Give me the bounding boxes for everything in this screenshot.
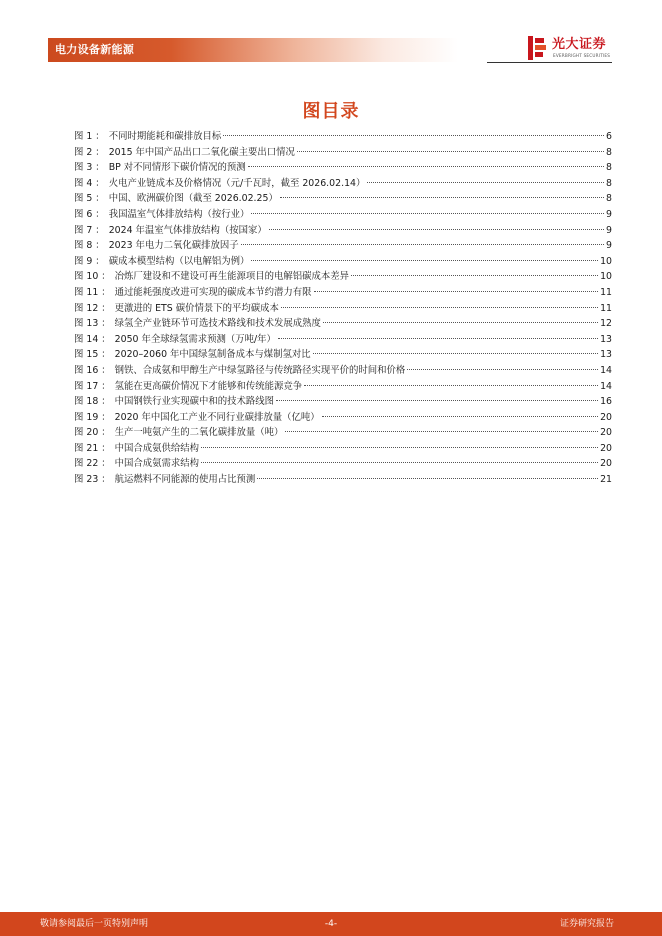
toc-entry-title: 火电产业链成本及价格情况（元/千瓦时，截至 2026.02.14） xyxy=(108,177,366,189)
toc-entry-page: 9 xyxy=(606,240,612,252)
toc-entry-page: 21 xyxy=(600,474,612,486)
toc-entry-title: 2050 年全球绿氢需求预测（万吨/年） xyxy=(114,333,276,345)
toc-leader-dots xyxy=(276,400,598,401)
toc-entry-label: 图 22 ： xyxy=(74,458,111,470)
toc-entry-text xyxy=(74,129,221,145)
toc-entry-page: 8 xyxy=(606,162,612,174)
toc-entry[interactable] xyxy=(74,441,612,457)
toc-leader-dots xyxy=(280,197,604,198)
toc-entry-text xyxy=(74,456,199,472)
toc-entry-page: 11 xyxy=(600,286,612,298)
toc-leader-dots xyxy=(304,385,598,386)
toc-entry-text xyxy=(74,191,278,207)
toc-entry-title: 我国温室气体排放结构（按行业） xyxy=(108,208,250,220)
toc-entry-label: 图 18 ： xyxy=(74,396,111,408)
toc-entry-label: 图 11 ： xyxy=(74,286,111,298)
toc-leader-dots xyxy=(251,213,604,214)
toc-entry-page: 13 xyxy=(600,349,612,361)
section-label: 电力设备新能源 xyxy=(55,43,135,56)
toc-entry-text xyxy=(74,316,321,332)
toc-entry-text xyxy=(74,145,295,161)
toc-leader-dots xyxy=(297,151,604,152)
toc-leader-dots xyxy=(223,135,604,136)
toc-entry-page: 20 xyxy=(600,427,612,439)
toc-entry-page: 10 xyxy=(600,255,612,267)
toc-entry[interactable] xyxy=(74,269,612,285)
toc-leader-dots xyxy=(313,353,598,354)
toc-leader-dots xyxy=(407,369,598,370)
toc-entry-label: 图 21 ： xyxy=(74,442,111,454)
toc-entry[interactable] xyxy=(74,410,612,426)
toc-entry[interactable] xyxy=(74,394,612,410)
toc-entry-text xyxy=(74,285,312,301)
toc-entry-title: 中国合成氨供给结构 xyxy=(114,442,200,454)
toc-entry-title: 钢铁、合成氨和甲醇生产中绿氢路径与传统路径实现平价的时间和价格 xyxy=(114,364,406,376)
footer-disclaimer: 敬请参阅最后一页特别声明 xyxy=(40,919,149,929)
toc-entry[interactable] xyxy=(74,176,612,192)
toc-entry-label: 图 14 ： xyxy=(74,333,111,345)
toc-entry-page: 10 xyxy=(600,271,612,283)
toc-entry[interactable] xyxy=(74,145,612,161)
toc-entry-label: 图 10 ： xyxy=(74,271,111,283)
toc-entry-label: 图 4 ： xyxy=(74,177,105,189)
toc-entry[interactable] xyxy=(74,285,612,301)
toc-entry-page: 6 xyxy=(606,131,612,142)
page-number: -4- xyxy=(324,919,338,929)
toc-entry-title: 不同时期能耗和碳排放目标 xyxy=(108,131,222,142)
toc-entry[interactable] xyxy=(74,316,612,332)
toc-entry-text xyxy=(74,363,405,379)
toc-leader-dots xyxy=(251,260,598,261)
toc-entry-text xyxy=(74,301,279,317)
toc-leader-dots xyxy=(314,291,599,292)
toc-entry-page: 14 xyxy=(600,380,612,392)
toc-entry-page: 13 xyxy=(600,333,612,345)
toc-entry-title: 航运燃料不同能源的使用占比预测 xyxy=(114,474,256,486)
toc-entry-page: 8 xyxy=(606,146,612,158)
toc-entry[interactable] xyxy=(74,425,612,441)
toc-entry-text xyxy=(74,441,199,457)
toc-entry-title: 生产一吨氨产生的二氧化碳排放量（吨） xyxy=(114,427,284,439)
brand-name: 光大证券 xyxy=(552,37,607,52)
toc-entry-title: 中国合成氨需求结构 xyxy=(114,458,200,470)
toc-entry-page: 8 xyxy=(606,193,612,205)
toc-entry-title: 2024 年温室气体排放结构（按国家） xyxy=(108,224,267,236)
toc-entry-page: 9 xyxy=(606,208,612,220)
toc-entry-text xyxy=(74,207,249,223)
toc-entry-label: 图 19 ： xyxy=(74,411,111,423)
toc-entry-page: 8 xyxy=(606,177,612,189)
toc-entry-text xyxy=(74,176,365,192)
toc-entry-label: 图 8 ： xyxy=(74,240,105,252)
toc-entry-title: 2015 年中国产品出口二氧化碳主要出口情况 xyxy=(108,146,295,158)
toc-entry-label: 图 13 ： xyxy=(74,318,111,330)
toc-entry[interactable] xyxy=(74,238,612,254)
footer-report-type: 证券研究报告 xyxy=(559,919,614,929)
toc-leader-dots xyxy=(281,307,598,308)
toc-entry-label: 图 9 ： xyxy=(74,255,105,267)
toc-entry[interactable] xyxy=(74,347,612,363)
toc-entry-page: 11 xyxy=(600,302,612,314)
toc-entry-label: 图 12 ： xyxy=(74,302,111,314)
toc-entry-label: 图 6 ： xyxy=(74,208,105,220)
toc-leader-dots xyxy=(351,275,598,276)
toc-leader-dots xyxy=(248,166,604,167)
toc-entry-text xyxy=(74,254,249,270)
toc-entry-text xyxy=(74,269,349,285)
toc-entry-title: 氢能在更高碳价情况下才能够和传统能源竞争 xyxy=(114,380,303,392)
toc-leader-dots xyxy=(257,478,598,479)
toc-entry-text xyxy=(74,394,274,410)
toc-entry-page: 20 xyxy=(600,458,612,470)
toc-entry-label: 图 15 ： xyxy=(74,349,111,361)
toc-entry-page: 9 xyxy=(606,224,612,236)
brand-name-en: EVERBRIGHT SECURITIES xyxy=(553,53,611,58)
toc-entry-title: 中国、欧洲碳价图（截至 2026.02.25） xyxy=(108,193,278,205)
toc-entry-page: 14 xyxy=(600,364,612,376)
toc-leader-dots xyxy=(269,229,604,230)
toc-entry[interactable] xyxy=(74,332,612,348)
toc-entry-label: 图 23 ： xyxy=(74,474,111,486)
toc-leader-dots xyxy=(367,182,604,183)
toc-entry-text xyxy=(74,379,302,395)
toc-entry[interactable] xyxy=(74,191,612,207)
toc-entry[interactable] xyxy=(74,129,612,145)
header-divider xyxy=(487,62,612,63)
toc-leader-dots xyxy=(201,447,598,448)
toc-entry-label: 图 5 ： xyxy=(74,193,105,205)
toc-entry[interactable] xyxy=(74,254,612,270)
toc-leader-dots xyxy=(201,462,598,463)
toc-entry-label: 图 16 ： xyxy=(74,364,111,376)
toc-entry-text xyxy=(74,238,239,254)
toc-entry-title: 2023 年电力二氧化碳排放因子 xyxy=(108,240,239,252)
toc-entry-text xyxy=(74,347,311,363)
toc-entry-title: 2020 年中国化工产业不同行业碳排放量（亿吨） xyxy=(114,411,320,423)
toc-entry-text xyxy=(74,410,320,426)
toc-entry-text xyxy=(74,223,267,239)
toc-entry-title: 通过能耗强度改进可实现的碳成本节约潜力有限 xyxy=(114,286,312,298)
toc-leader-dots xyxy=(278,338,598,339)
toc-entry-label: 图 3 ： xyxy=(74,162,105,174)
toc-entry[interactable] xyxy=(74,379,612,395)
toc-entry-text xyxy=(74,425,283,441)
toc-entry-label: 图 20 ： xyxy=(74,427,111,439)
toc-entry-title: 绿氢全产业链环节可选技术路线和技术发展成熟度 xyxy=(114,318,321,330)
toc-entry[interactable] xyxy=(74,301,612,317)
toc-entry[interactable] xyxy=(74,472,612,488)
toc-entry-title: 冶炼厂建设和不建设可再生能源项目的电解铝碳成本差异 xyxy=(114,271,350,283)
toc-entry-page: 12 xyxy=(600,318,612,330)
toc-entry-label: 图 1 ： xyxy=(74,131,105,142)
toc-leader-dots xyxy=(323,322,598,323)
toc-entry-title: 2020–2060 年中国绿氢制备成本与煤制氢对比 xyxy=(114,349,311,361)
toc-entry-text xyxy=(74,332,276,348)
toc-entry-title: 更激进的 ETS 碳价情景下的平均碳成本 xyxy=(114,302,279,314)
figure-list xyxy=(74,129,612,488)
toc-entry[interactable] xyxy=(74,160,612,176)
toc-entry[interactable] xyxy=(74,363,612,379)
toc-entry-page: 20 xyxy=(600,442,612,454)
toc-entry-page: 20 xyxy=(600,411,612,423)
toc-entry[interactable] xyxy=(74,223,612,239)
toc-entry[interactable] xyxy=(74,456,612,472)
toc-leader-dots xyxy=(322,416,598,417)
toc-entry-label: 图 17 ： xyxy=(74,380,111,392)
toc-entry-title: 碳成本模型结构（以电解铝为例） xyxy=(108,255,250,267)
toc-entry-text xyxy=(74,160,246,176)
toc-entry-title: 中国钢铁行业实现碳中和的技术路线图 xyxy=(114,396,275,408)
toc-leader-dots xyxy=(241,244,604,245)
toc-entry-label: 图 7 ： xyxy=(74,224,105,236)
toc-entry-title: BP 对不同情形下碳价情况的预测 xyxy=(108,162,246,174)
toc-entry[interactable] xyxy=(74,207,612,223)
toc-entry-label: 图 2 ： xyxy=(74,146,105,158)
brand-logo-icon xyxy=(528,36,548,60)
toc-title: 图目录 xyxy=(302,101,360,122)
toc-entry-text xyxy=(74,472,255,488)
toc-leader-dots xyxy=(285,431,598,432)
brand-logo xyxy=(528,36,618,62)
toc-entry-page: 16 xyxy=(600,396,612,408)
